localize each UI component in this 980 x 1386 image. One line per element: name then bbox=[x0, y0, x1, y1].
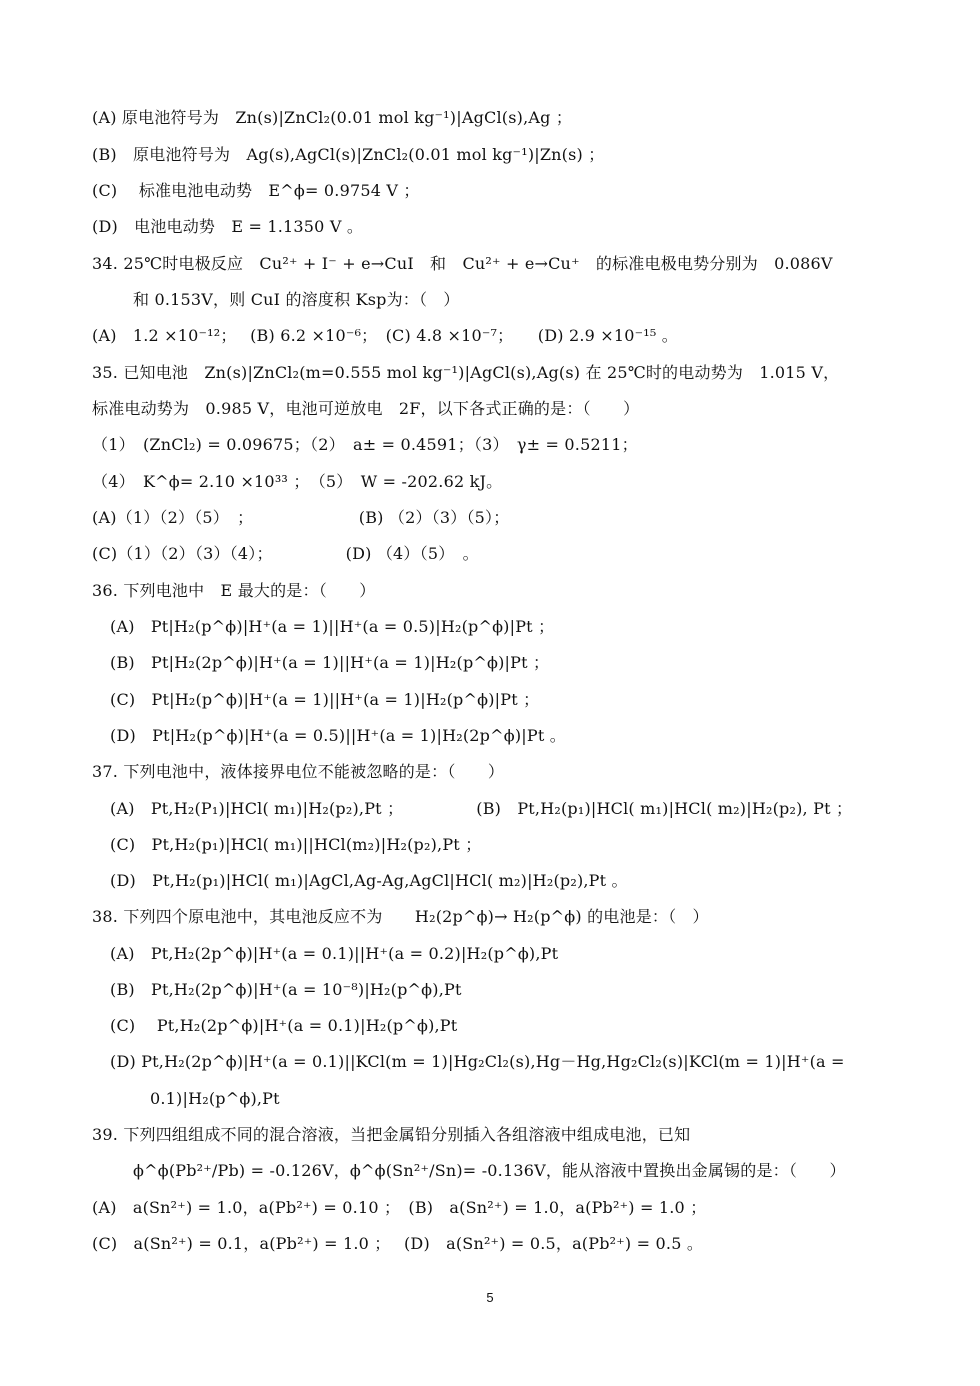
option-36a: (A) Pt|H₂(p^ϕ)|H⁺(a = 1)||H⁺(a = 0.5)|H₂(p^ϕ)|Pt ； bbox=[110, 617, 555, 636]
question-34: 34. 25℃时电极反应 Cu²⁺ + I⁻ + e→CuI 和 Cu²⁺ + e→Cu⁺ 的标准电极电势分别为 0.086V bbox=[92, 254, 833, 273]
options-34: (A) 1.2 ×10⁻¹²； (B) 6.2 ×10⁻⁶； (C) 4.8 ×10⁻⁷； (D) 2.9 ×10⁻¹⁵ 。 bbox=[92, 326, 679, 345]
option-36b: (B) Pt|H₂(2p^ϕ)|H⁺(a = 1)||H⁺(a = 1)|H₂(p^ϕ)|Pt ； bbox=[110, 653, 550, 672]
option-33a: (A) 原电池符号为 Zn(s)|ZnCl₂(0.01 mol kg⁻¹)|AgCl(s),Ag ； bbox=[92, 108, 573, 127]
option-38d: (D) Pt,H₂(2p^ϕ)|H⁺(a = 0.1)||KCl(m = 1)|Hg₂Cl₂(s),Hg－Hg,Hg₂Cl₂(s)|KCl(m = 1)|H⁺(a = bbox=[110, 1052, 845, 1071]
option-36c: (C) Pt|H₂(p^ϕ)|H⁺(a = 1)||H⁺(a = 1)|H₂(p^ϕ)|Pt ； bbox=[110, 690, 540, 709]
option-38b: (B) Pt,H₂(2p^ϕ)|H⁺(a = 10⁻⁸)|H₂(p^ϕ),Pt bbox=[110, 980, 462, 999]
question-35: 35. 已知电池 Zn(s)|ZnCl₂(m=0.555 mol kg⁻¹)|AgCl(s),Ag(s) 在 25℃时的电动势为 1.015 V， bbox=[92, 363, 840, 382]
question-36: 36. 下列电池中 E 最大的是：（ ） bbox=[92, 581, 376, 600]
question-38: 38. 下列四个原电池中，其电池反应不为 H₂(2p^ϕ)→ H₂(p^ϕ) 的电池是：（ ） bbox=[92, 907, 709, 926]
question-34-cont: 和 0.153V，则 CuI 的溶度积 Ksp为：（ ） bbox=[133, 290, 460, 309]
option-36d: (D) Pt|H₂(p^ϕ)|H⁺(a = 0.5)||H⁺(a = 1)|H₂(2p^ϕ)|Pt 。 bbox=[110, 726, 566, 745]
option-38d-cont: 0.1)|H₂(p^ϕ),Pt bbox=[150, 1089, 280, 1108]
statement-35-4to5: （4） K^ϕ= 2.10 ×10³³ ； （5） W = -202.62 kJ。 bbox=[92, 472, 503, 491]
options-39-cd: (C) a(Sn²⁺) = 0.1，a(Pb²⁺) = 1.0 ； (D) a(Sn²⁺) = 0.5，a(Pb²⁺) = 0.5 。 bbox=[92, 1234, 704, 1253]
option-38a: (A) Pt,H₂(2p^ϕ)|H⁺(a = 0.1)||H⁺(a = 0.2)|H₂(p^ϕ),Pt bbox=[110, 944, 559, 963]
options-37-ab: (A) Pt,H₂(P₁)|HCl( m₁)|H₂(p₂),Pt ； (B) Pt,H₂(p₁)|HCl( m₁)|HCl( m₂)|H₂(p₂), Pt ； bbox=[110, 799, 853, 818]
question-37: 37. 下列电池中，液体接界电位不能被忽略的是：（ ） bbox=[92, 762, 505, 781]
question-39-cont: ϕ^ϕ(Pb²⁺/Pb) = -0.126V，ϕ^ϕ(Sn²⁺/Sn)= -0.136V，能从溶液中置换出金属锡的是：（ ） bbox=[133, 1161, 846, 1180]
option-37c: (C) Pt,H₂(p₁)|HCl( m₁)||HCl(m₂)|H₂(p₂),Pt ； bbox=[110, 835, 482, 854]
options-35-cd: (C)（1）（2）（3）（4）； (D) （4）（5） 。 bbox=[92, 544, 479, 563]
option-38c: (C) Pt,H₂(2p^ϕ)|H⁺(a = 0.1)|H₂(p^ϕ),Pt bbox=[110, 1016, 458, 1035]
question-35-cont: 标准电动势为 0.985 V，电池可逆放电 2F，以下各式正确的是：（ ） bbox=[92, 399, 640, 418]
option-33c: (C) 标准电池电动势 E^ϕ= 0.9754 V ； bbox=[92, 181, 420, 200]
option-37d: (D) Pt,H₂(p₁)|HCl( m₁)|AgCl,Ag-Ag,AgCl|HCl( m₂)|H₂(p₂),Pt 。 bbox=[110, 871, 628, 890]
option-33b: (B) 原电池符号为 Ag(s),AgCl(s)|ZnCl₂(0.01 mol kg⁻¹)|Zn(s) ； bbox=[92, 145, 605, 164]
page-number: 5 bbox=[486, 1290, 494, 1305]
options-35-ab: (A)（1）（2）（5） ； (B) （2）（3）（5）； bbox=[92, 508, 510, 527]
option-33d: (D) 电池电动势 E = 1.1350 V 。 bbox=[92, 217, 364, 236]
statement-35-1to3: （1） (ZnCl₂) = 0.09675；（2） a± = 0.4591；（3） γ± = 0.5211； bbox=[92, 435, 638, 454]
question-39: 39. 下列四组组成不同的混合溶液，当把金属铅分别插入各组溶液中组成电池，已知 bbox=[92, 1125, 691, 1144]
options-39-ab: (A) a(Sn²⁺) = 1.0，a(Pb²⁺) = 0.10 ； (B) a(Sn²⁺) = 1.0，a(Pb²⁺) = 1.0 ； bbox=[92, 1198, 707, 1217]
